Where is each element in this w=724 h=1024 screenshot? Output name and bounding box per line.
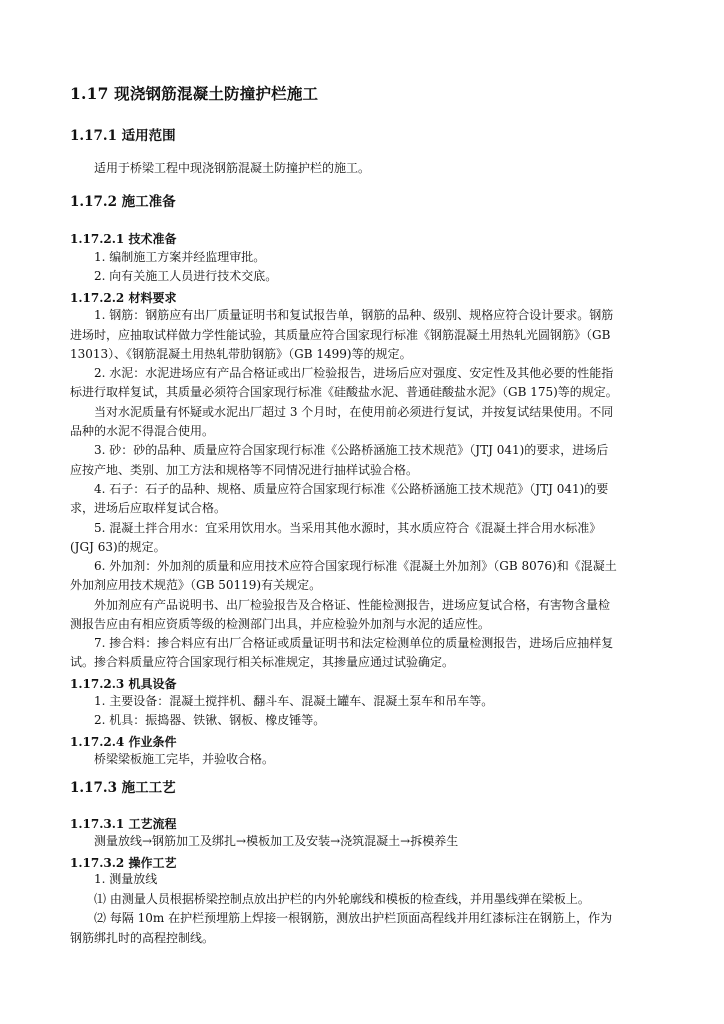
operation-line: ⑴ 由测量人员根据桥梁控制点放出护栏的内外轮廓线和模板的检查线，并用墨线弹在梁板上。 [94,892,590,906]
heading-scope: 1.17.1 适用范围 [70,128,176,144]
operation-line: 1. 测量放线 [94,872,158,886]
materials-line: 7. 掺合料：掺合料应有出厂合格证或质量证明书和法定检测单位的质量检测报告，进场后应抽样复 [94,636,614,650]
equipment-item: 1. 主要设备：混凝土搅拌机、翻斗车、混凝土罐车、混凝土泵车和吊车等。 [94,694,494,708]
heading-preparation: 1.17.2 施工准备 [70,194,176,210]
heading-operation: 1.17.3.2 操作工艺 [70,856,177,870]
materials-line: 2. 水泥：水泥进场应有产品合格证或出厂检验报告，进场后应对强度、安定性及其他必要的性能指 [94,366,614,380]
section-title: 1.17 现浇钢筋混凝土防撞护栏施工 [70,84,319,103]
heading-conditions: 1.17.2.4 作业条件 [70,735,177,749]
materials-line: 6. 外加剂：外加剂的质量和应用技术应符合国家现行标准《混凝土外加剂》（GB 8076)和《混凝土 [94,559,617,573]
operation-line: ⑵ 每隔 10m 在护栏预埋筋上焊接一根钢筋，测放出护栏顶面高程线并用红漆标注在钢筋上，作为 [94,911,613,925]
scope-text: 适用于桥梁工程中现浇钢筋混凝土防撞护栏的施工。 [94,161,371,175]
tech-item: 1. 编制施工方案并经监理审批。 [94,250,266,264]
equipment-item: 2. 机具：振捣器、铁锹、钢板、橡皮锤等。 [94,713,326,727]
materials-line: 1. 钢筋：钢筋应有出厂质量证明书和复试报告单，钢筋的品种、级别、规格应符合设计要求。钢筋 [94,308,614,322]
operation-line: 钢筋绑扎时的高程控制线。 [70,931,215,945]
materials-line: 测报告应由有相应资质等级的检测部门出具，并应检验外加剂与水泥的适应性。 [70,617,491,631]
materials-line: 3. 砂：砂的品种、质量应符合国家现行标准《公路桥涵施工技术规范》（JTJ 041)的要求，进场后 [94,443,609,457]
materials-line: 当对水泥质量有怀疑或水泥出厂超过 3 个月时，在使用前必须进行复试，并按复试结果使用。不同 [94,405,614,419]
materials-line: 外加剂应用技术规范》（GB 50119)有关规定。 [70,578,322,592]
heading-equipment: 1.17.2.3 机具设备 [70,677,177,691]
heading-flow: 1.17.3.1 工艺流程 [70,817,177,831]
materials-line: (JGJ 63)的规定。 [70,540,166,554]
heading-materials: 1.17.2.2 材料要求 [70,291,177,305]
materials-line: 求，进场后应取样复试合格。 [70,501,227,515]
conditions-text: 桥梁梁板施工完毕，并验收合格。 [94,752,275,766]
heading-tech-prep: 1.17.2.1 技术准备 [70,232,177,246]
flow-text: 测量放线→钢筋加工及绑扎→模板加工及安装→浇筑混凝土→拆模养生 [94,834,459,848]
materials-line: 4. 石子：石子的品种、规格、质量应符合国家现行标准《公路桥涵施工技术规范》（JTJ 041)的要 [94,482,609,496]
materials-line: 品种的水泥不得混合使用。 [70,424,215,438]
materials-line: 应按产地、类别、加工方法和规格等不同情况进行抽样试验合格。 [70,463,419,477]
materials-line: 外加剂应有产品说明书、出厂检验报告及合格证、性能检测报告，进场应复试合格，有害物含量检 [94,598,611,612]
materials-line: 5. 混凝土拌合用水：宜采用饮用水。当采用其他水源时，其水质应符合《混凝土拌合用水标准》 [94,521,602,535]
tech-item: 2. 向有关施工人员进行技术交底。 [94,269,278,283]
materials-line: 标进行取样复试，其质量必须符合国家现行标准《硅酸盐水泥、普通硅酸盐水泥》（GB 175)等的规定。 [70,385,618,399]
materials-line: 13013）、《钢筋混凝土用热轧带肋钢筋》（GB 1499)等的规定。 [70,347,412,361]
heading-process: 1.17.3 施工工艺 [70,780,176,796]
materials-line: 试。掺合料质量应符合国家现行相关标准规定，其掺量应通过试验确定。 [70,655,455,669]
materials-line: 进场时，应抽取试样做力学性能试验，其质量应符合国家现行标准《钢筋混凝土用热轧光圆钢筋》（GB [70,328,611,342]
